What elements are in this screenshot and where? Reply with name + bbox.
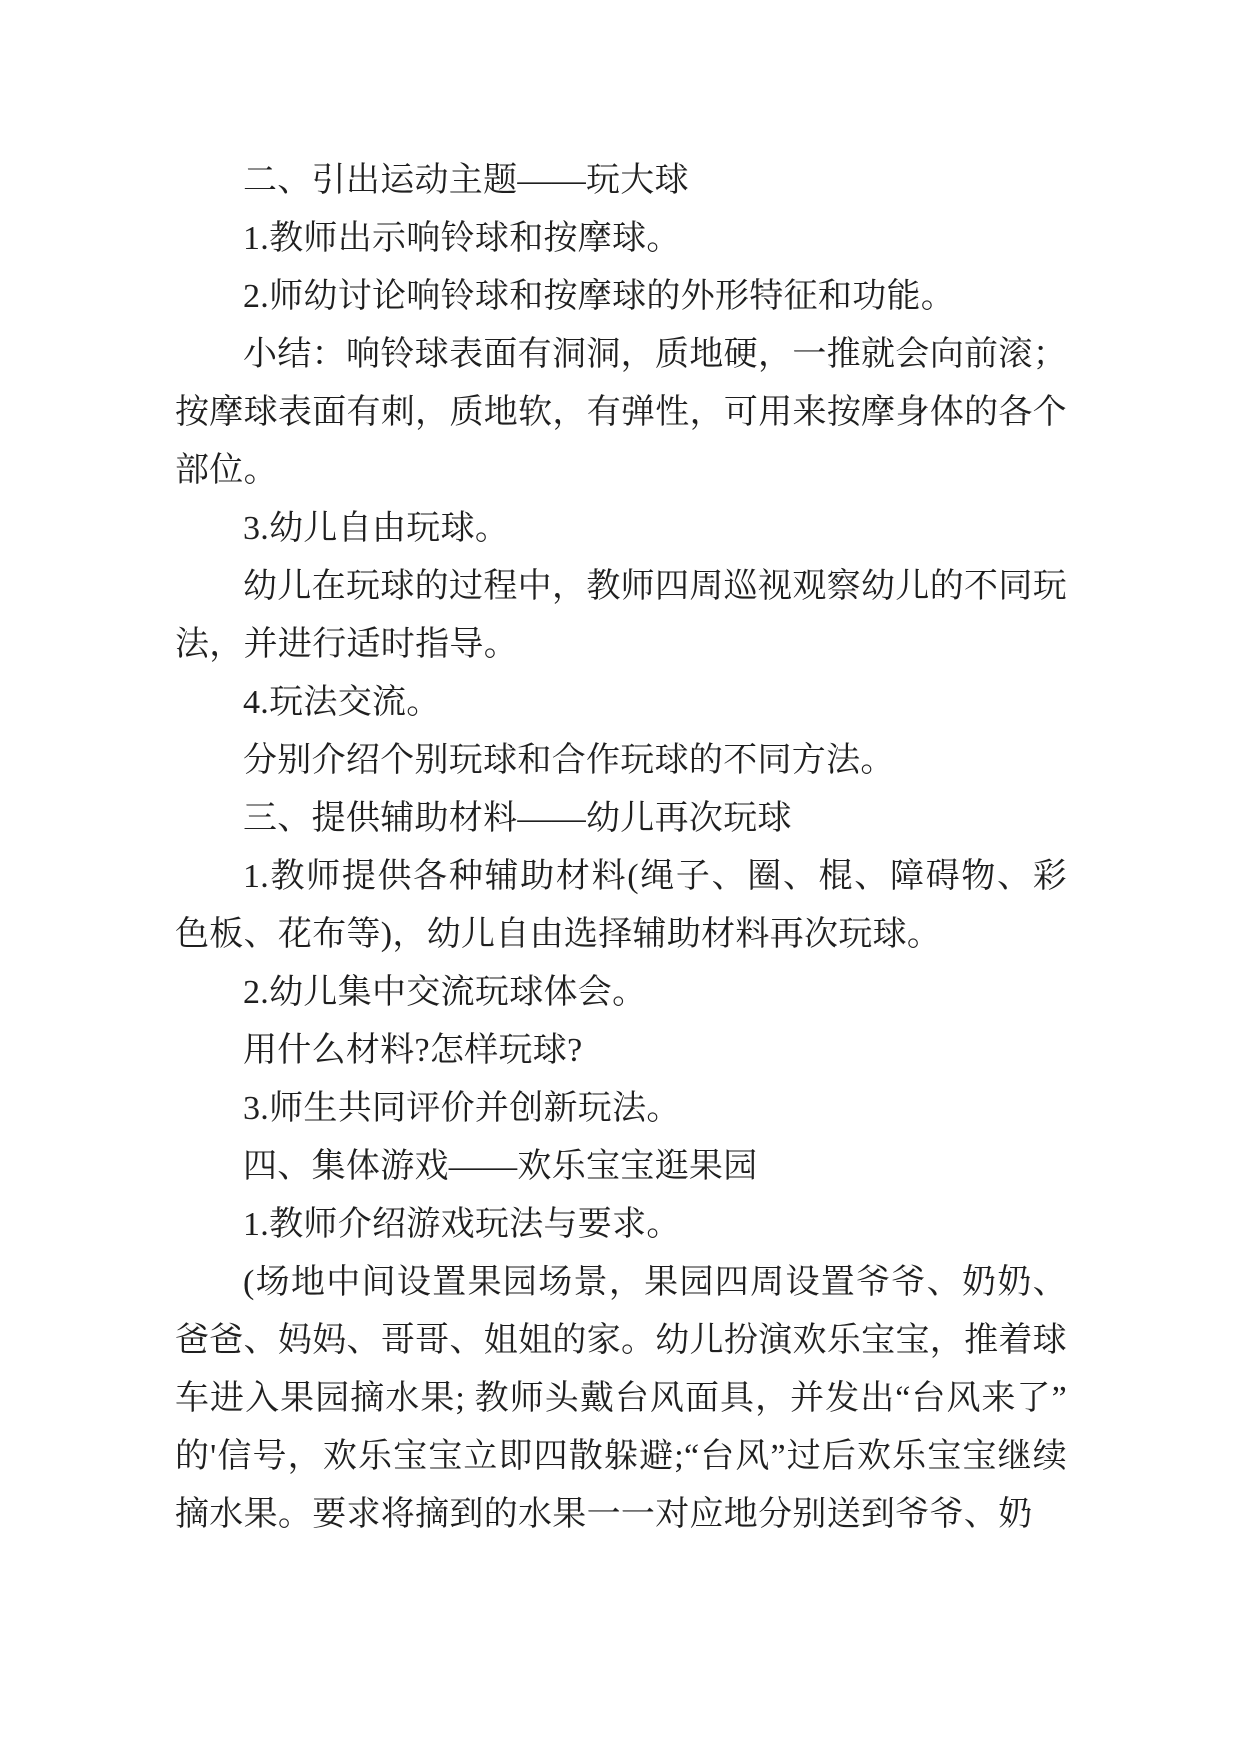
paragraph: 1.教师出示响铃球和按摩球。 bbox=[243, 220, 681, 257]
paragraph: 3.幼儿自由玩球。 bbox=[243, 510, 510, 547]
paragraph: 四、集体游戏——欢乐宝宝逛果园 bbox=[243, 1148, 758, 1185]
paragraph: 2.师幼讨论响铃球和按摩球的外形特征和功能。 bbox=[243, 278, 956, 315]
paragraph: 4.玩法交流。 bbox=[243, 684, 441, 721]
paragraph: 1.教师提供各种辅助材料(绳子、圈、棍、障碍物、彩色板、花布等)，幼儿自由选择辅助材料再次玩球。 bbox=[175, 858, 1067, 953]
paragraph: 三、提供辅助材料——幼儿再次玩球 bbox=[243, 800, 792, 837]
paragraph: 2.幼儿集中交流玩球体会。 bbox=[243, 974, 647, 1011]
paragraph: 幼儿在玩球的过程中，教师四周巡视观察幼儿的不同玩法，并进行适时指导。 bbox=[175, 568, 1067, 663]
paragraph: 用什么材料?怎样玩球? bbox=[243, 1032, 583, 1069]
paragraph: 二、引出运动主题——玩大球 bbox=[243, 162, 689, 199]
paragraph: (场地中间设置果园场景，果园四周设置爷爷、奶奶、爸爸、妈妈、哥哥、姐姐的家。幼儿扮演欢乐宝宝，推着球车进入果园摘水果; 教师头戴台风面具，并发出“台风来了”的'信号，欢乐宝宝立即四散躲避;“台风”过后欢乐宝宝继续摘水果。要求将摘到的水果一一对应地分别送到爷爷、奶 bbox=[175, 1264, 1067, 1533]
paragraph: 小结：响铃球表面有洞洞，质地硬，一推就会向前滚；按摩球表面有刺，质地软，有弹性，可用来按摩身体的各个部位。 bbox=[175, 336, 1067, 489]
paragraph: 1.教师介绍游戏玩法与要求。 bbox=[243, 1206, 681, 1243]
paragraph: 分别介绍个别玩球和合作玩球的不同方法。 bbox=[243, 742, 895, 779]
paragraph: 3.师生共同评价并创新玩法。 bbox=[243, 1090, 681, 1127]
